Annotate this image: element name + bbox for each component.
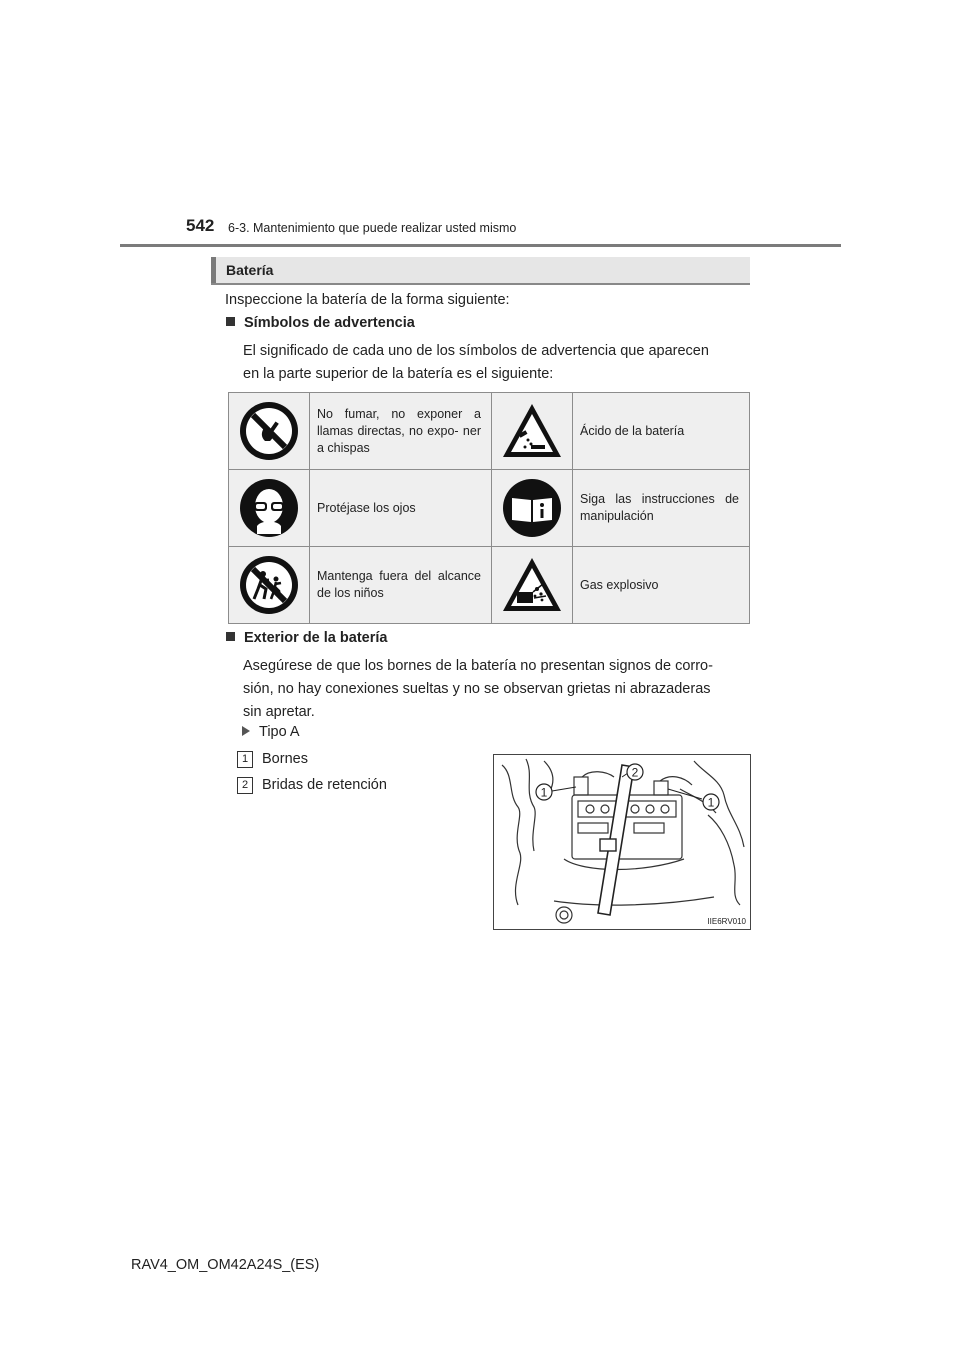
header-rule: [120, 244, 841, 247]
table-row: [229, 393, 750, 470]
symbol-description: No fumar, no exponer a llamas directas, no expo- ner a chispas: [310, 393, 492, 470]
battery-exterior-description: [243, 655, 744, 724]
callout-number: 2: [237, 777, 253, 794]
icon-cell: [229, 470, 310, 547]
callout-number: 1: [540, 785, 548, 800]
page-number: 542: [186, 216, 215, 235]
no-smoking-flame-icon: [239, 401, 299, 461]
figure-code: IIE6RV010: [707, 917, 746, 926]
square-bullet-icon: [226, 317, 235, 326]
square-bullet-icon: [226, 632, 235, 641]
symbol-description: Mantenga fuera del alcance de los niños: [310, 547, 492, 624]
symbol-description: Protéjase los ojos: [310, 470, 492, 547]
eye-protection-icon: [239, 478, 299, 538]
callout-number: 1: [707, 795, 715, 810]
callout-number: 2: [631, 765, 639, 780]
warning-symbols-description: [243, 340, 744, 386]
explosive-gas-icon: [501, 556, 563, 614]
icon-cell: [492, 547, 573, 624]
description-line: Asegúrese de que los bornes de la batería no presentan signos de corro-: [243, 658, 713, 674]
callout-marker: [627, 764, 643, 780]
legend-item: 1 Bornes: [237, 751, 308, 768]
section-accent: [211, 257, 216, 283]
battery-illustration: [493, 754, 751, 930]
keep-away-children-icon: [239, 555, 299, 615]
symbol-description: Gas explosivo: [573, 547, 750, 624]
symbol-description: Ácido de la batería: [573, 393, 750, 470]
battery-acid-icon: [501, 402, 563, 460]
symbol-description: Siga las instrucciones de manipulación: [573, 470, 750, 547]
icon-cell: [492, 470, 573, 547]
table-row: [229, 547, 750, 624]
description-line: sión, no hay conexiones sueltas y no se observan grietas ni abrazaderas: [243, 681, 711, 697]
description-line: sin apretar.: [243, 704, 315, 720]
icon-cell: [229, 393, 310, 470]
battery-exterior-heading: Exterior de la batería: [226, 630, 387, 646]
icon-cell: [492, 393, 573, 470]
icon-cell: [229, 547, 310, 624]
type-indicator: Tipo A: [242, 724, 300, 740]
intro-text: Inspeccione la batería de la forma siguiente:: [225, 292, 510, 308]
chapter-heading: 6-3. Mantenimiento que puede realizar usted mismo: [228, 221, 517, 235]
document-id: RAV4_OM_OM42A24S_(ES): [131, 1257, 320, 1273]
callout-marker: [536, 784, 552, 800]
battery-diagram: [494, 755, 750, 929]
section-title-bar: [211, 257, 750, 285]
triangle-bullet-icon: [242, 726, 250, 736]
callout-number: 1: [237, 751, 253, 768]
table-row: [229, 470, 750, 547]
read-manual-icon: [502, 478, 562, 538]
section-title: Batería: [226, 262, 274, 278]
description-line: El significado de cada uno de los símbolos de advertencia que aparecen: [243, 343, 709, 359]
warning-symbols-heading: Símbolos de advertencia: [226, 315, 415, 331]
warning-symbols-table: [228, 392, 750, 624]
description-line: en la parte superior de la batería es el siguiente:: [243, 366, 554, 382]
callout-marker: [703, 794, 719, 810]
legend-item: 2 Bridas de retención: [237, 777, 387, 794]
